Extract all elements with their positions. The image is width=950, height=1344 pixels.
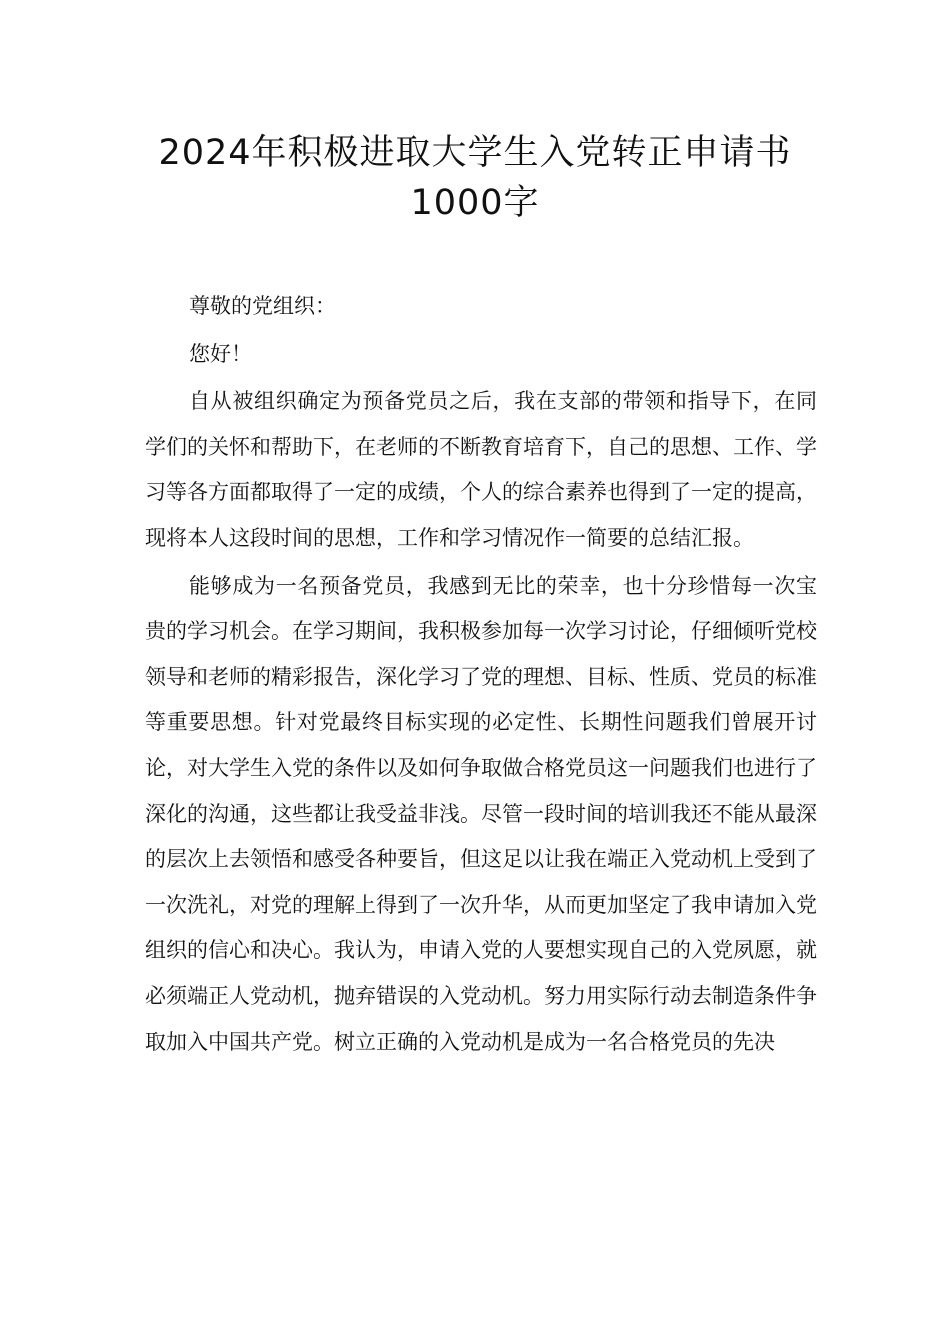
document-body (145, 284, 817, 1065)
greeting: 您好！ (189, 341, 252, 366)
title-line-1: 2024年积极进取大学生入党转正申请书 (158, 133, 792, 173)
paragraph-1: 自从被组织确定为预备党员之后，我在支部的带领和指导下，在同学们的关怀和帮助下，在老师的不断教育培育下，自己的思想、工作、学习等各方面都取得了一定的成绩，个人的综合素养也得到了一定的提高，现将本人这段时间的思想，工作和学习情况作一简要的总结汇报。 (145, 389, 817, 550)
document-title (120, 128, 830, 228)
title-line-2: 1000字 (410, 183, 540, 223)
salutation: 尊敬的党组织： (189, 294, 336, 318)
paragraph-2: 能够成为一名预备党员，我感到无比的荣幸，也十分珍惜每一次宝贵的学习机会。在学习期间，我积极参加每一次学习讨论，仔细倾听党校领导和老师的精彩报告，深化学习了党的理想、目标、性质、党员的标准等重要思想。针对党最终目标实现的必定性、长期性问题我们曾展开讨论，对大学生入党的条件以及如何争取做合格党员这一问题我们也进行了深化的沟通，这些都让我受益非浅。尽管一段时间的培训我还不能从最深的层次上去领悟和感受各种要旨，但这足以让我在端正入党动机上受到了一次洗礼，对党的理解上得到了一次升华，从而更加坚定了我申请加入党组织的信心和决心。我认为，申请入党的人要想实现自己的入党夙愿，就必须端正人党动机，抛弃错误的入党动机。努力用实际行动去制造条件争取加入中国共产党。树立正确的入党动机是成为一名合格党员的先决 (145, 573, 817, 1054)
